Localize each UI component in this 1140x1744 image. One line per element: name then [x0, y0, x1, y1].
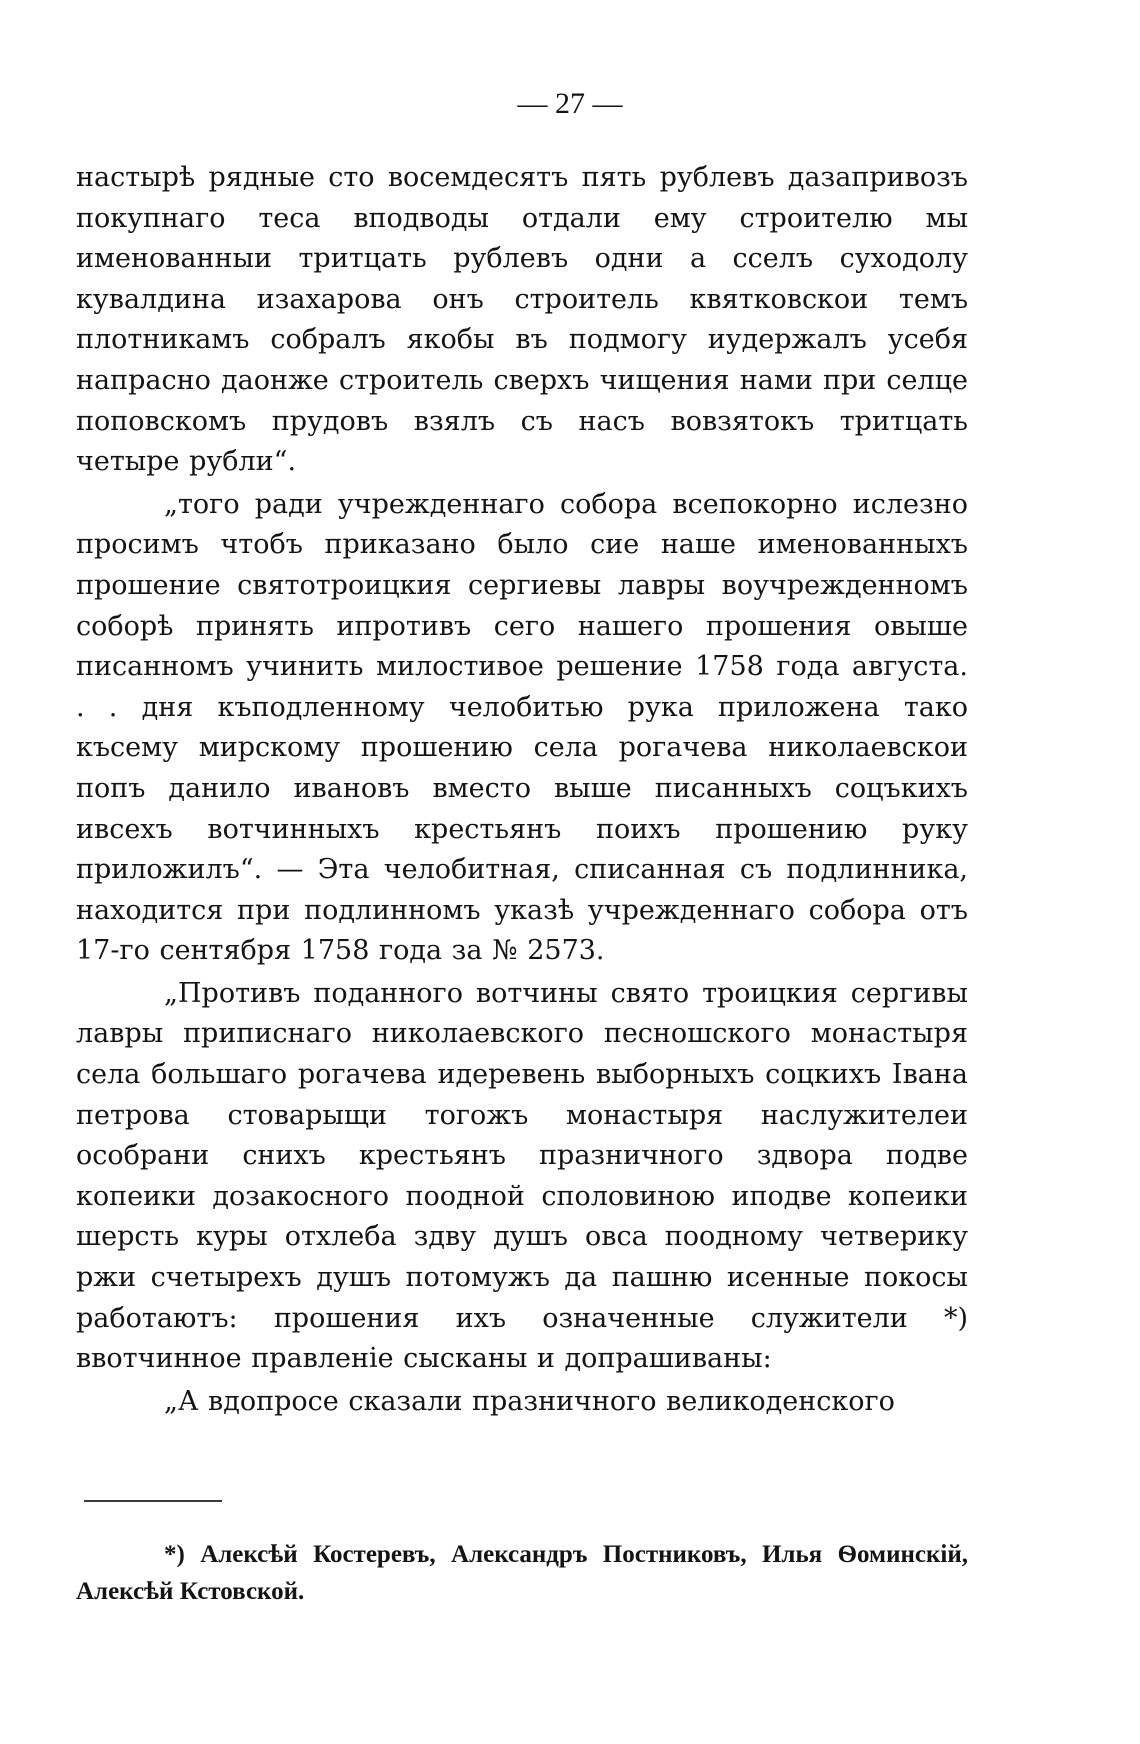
page-number: — 27 —	[517, 87, 623, 120]
footnote: *) Алексѣй Костеревъ, Александръ Постниковъ, Илья Ѳоминскій, Алексѣй Кстовской.	[76, 1541, 968, 1605]
paragraph-continuation: настырѣ рядные сто восемдесятъ пять рублевъ дазапривозъ покупнаго теса вподводы отдали ему строителю мы именованныи тритцать рублевъ одни а сселъ суходолу кувалдина изахарова онъ строитель квятковскои темъ плотникамъ собралъ якобы въ подмогу иудержалъ усебя напрасно даонже строитель сверхъ чищения нами при селце поповскомъ прудовъ взялъ съ насъ вовзятокъ тритцать четыре рубли“.	[76, 162, 968, 478]
main-text	[76, 158, 968, 1422]
paragraph-complaint: „Противъ поданного вотчины свято троицкия сергивы лавры приписнаго николаевского песношского монастыря села большаго рогачева идеревень выборныхъ соцкихъ Івана петрова стоварыщи тогожъ монастыря наслужителеи особрани снихъ крестьянъ празничного здвора подве копеики дозакосного поодной споловиною иподве копеики шерсть куры отхлеба здву душъ овса поодному четверику ржи счетырехъ душъ потомужъ да пашню исенные покосы работаютъ: прошения ихъ означенные служители *) ввотчинное правленіе сысканы и допрашиваны:	[76, 977, 968, 1375]
paragraph-petition: „того ради учрежденнаго собора всепокорно ислезно просимъ чтобъ приказано было сие наше именованныхъ прошение святотроицкия сергиевы лавры воучрежденномъ соборѣ принять ипротивъ сего нашего прошения овыше писанномъ учинить милостивое решение 1758 года августа. . . дня къподленному челобитью рука приложена тако късему мирскому прошению села рогачева николаевскои попъ данило ивановъ вместо выше писанныхъ соцъкихъ ивсехъ вотчинныхъ крестьянъ поихъ прошению руку приложилъ“. — Эта челобитная, списанная съ подлинника, находится при подлинномъ указѣ учрежденнаго собора отъ 17-го сентября 1758 года за № 2573.	[76, 488, 968, 967]
footnote-divider	[84, 1500, 222, 1502]
paragraph-interrogation: „А вдопросе сказали празничного великоденского	[164, 1385, 895, 1417]
